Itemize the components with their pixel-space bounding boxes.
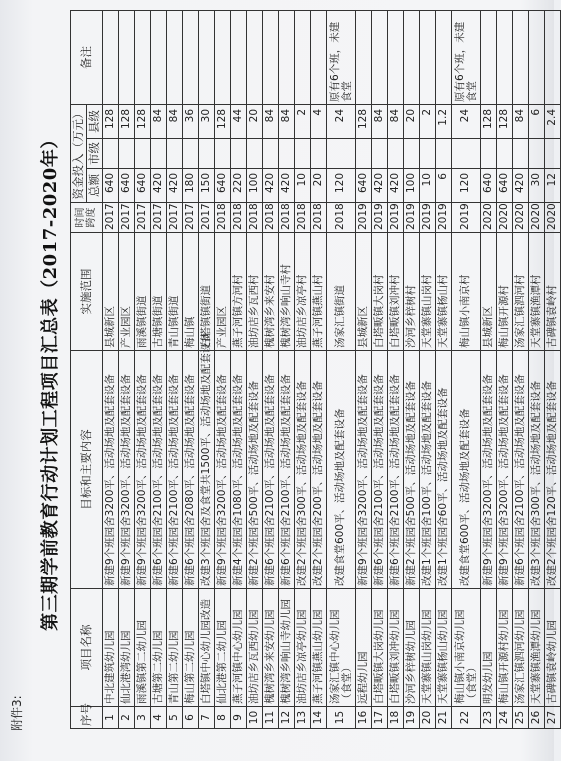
cell-name: 白塔畈镇大岗幼儿园 [372, 589, 388, 707]
table-row [529, 10, 545, 728]
cell-city [199, 139, 215, 169]
cell-content: 改建1个班园舍60平、活动场地及配套设备 [436, 351, 452, 589]
table-row [481, 10, 497, 728]
cell-year: 2017 [119, 203, 135, 233]
cell-year: 2018 [215, 203, 231, 233]
cell-content: 新建9个班园舍3200平、活动场地及配套设备 [215, 351, 231, 589]
cell-city [295, 139, 311, 169]
cell-scope: 梅山镇开源村 [497, 233, 513, 351]
cell-scope: 沙河乡梓树村 [404, 233, 420, 351]
table-row [388, 10, 404, 728]
cell-content: 新建4个班园舍1080平、活动场地及配套设备 [231, 351, 247, 589]
header-seq: 序号 [71, 707, 103, 729]
cell-year: 2018 [279, 203, 295, 233]
cell-seq: 15 [327, 707, 356, 729]
cell-note: 原有6个班，未建食堂 [327, 10, 356, 104]
cell-note [388, 10, 404, 104]
cell-total: 640 [135, 169, 151, 203]
cell-city [231, 139, 247, 169]
cell-content: 改建食堂600平、活动场地及配套设备 [327, 351, 356, 589]
cell-year: 2018 [231, 203, 247, 233]
cell-scope: 古碑镇袁岭村 [545, 233, 561, 351]
cell-scope: 白塔畈镇刘冲村 [388, 233, 404, 351]
cell-total: 100 [247, 169, 263, 203]
cell-scope: 梅山镇小南京村 [452, 233, 481, 351]
cell-name: 沙河乡梓树幼儿园 [404, 589, 420, 707]
cell-year: 2020 [497, 203, 513, 233]
cell-year: 2019 [372, 203, 388, 233]
cell-year: 2017 [135, 203, 151, 233]
cell-county: 2 [295, 104, 311, 138]
cell-name: 天堂寨镇杨山幼儿园 [436, 589, 452, 707]
cell-name: 仙北港湾幼儿园 [119, 589, 135, 707]
cell-year: 2019 [404, 203, 420, 233]
cell-note [481, 10, 497, 104]
cell-scope: 槐树湾乡响山寺村 [279, 233, 295, 351]
cell-year: 2018 [295, 203, 311, 233]
cell-seq: 22 [452, 707, 481, 729]
cell-scope: 青山镇街道 [167, 233, 183, 351]
cell-total: 220 [231, 169, 247, 203]
cell-name: 槐树湾乡响山寺幼儿园 [279, 589, 295, 707]
table-row [135, 10, 151, 728]
cell-city [247, 139, 263, 169]
cell-year: 2019 [436, 203, 452, 233]
cell-county: 128 [215, 104, 231, 138]
header-scope: 实施范围 [71, 233, 103, 351]
cell-county: 84 [513, 104, 529, 138]
cell-name: 仙北港第二幼儿园 [215, 589, 231, 707]
cell-seq: 2 [119, 707, 135, 729]
cell-scope: 天堂寨镇山岗村 [420, 233, 436, 351]
cell-city [529, 139, 545, 169]
cell-note [295, 10, 311, 104]
table-row [372, 10, 388, 728]
cell-city [135, 139, 151, 169]
cell-county: 20 [247, 104, 263, 138]
cell-seq: 26 [529, 707, 545, 729]
cell-county: 24 [327, 104, 356, 138]
cell-year: 2019 [452, 203, 481, 233]
cell-total: 420 [263, 169, 279, 203]
cell-county: 128 [119, 104, 135, 138]
table-row [327, 10, 356, 728]
cell-seq: 7 [199, 707, 215, 729]
attachment-label: 附件3: [10, 695, 24, 731]
cell-county: 84 [151, 104, 167, 138]
cell-content: 新建2个班园舍500平、活动场地及配套设备 [404, 351, 420, 589]
cell-county: 84 [263, 104, 279, 138]
cell-total: 420 [513, 169, 529, 203]
cell-seq: 17 [372, 707, 388, 729]
cell-seq: 8 [215, 707, 231, 729]
cell-county: 128 [103, 104, 119, 138]
header-year: 时间跨度 [71, 203, 103, 233]
header-city: 市级 [87, 139, 103, 169]
cell-note [199, 10, 215, 104]
cell-name: 雨溪镇第二幼儿园 [135, 589, 151, 707]
cell-scope: 燕子河镇方河村 [231, 233, 247, 351]
table-row [119, 10, 135, 728]
cell-total: 420 [151, 169, 167, 203]
cell-city [356, 139, 372, 169]
cell-content: 新建9个班园舍3200平、活动场地及配套设备 [481, 351, 497, 589]
cell-county: 24 [452, 104, 481, 138]
cell-city [311, 139, 327, 169]
cell-scope: 县城新区 [103, 233, 119, 351]
cell-city [167, 139, 183, 169]
table-row [311, 10, 327, 728]
cell-county: 6 [529, 104, 545, 138]
cell-county: 2.4 [545, 104, 561, 138]
table-row [103, 10, 119, 728]
cell-content: 新建9个班园舍3200平、活动场地及配套设备 [497, 351, 513, 589]
table-row [183, 10, 199, 728]
cell-note [151, 10, 167, 104]
cell-note [183, 10, 199, 104]
table-row [279, 10, 295, 728]
cell-county: 30 [199, 104, 215, 138]
cell-name: 汤家汇镇泗河幼儿园 [513, 589, 529, 707]
header-content: 目标和主要内容 [71, 351, 103, 589]
cell-content: 新建6个班园舍2100平、活动场地及配套设备 [263, 351, 279, 589]
cell-total: 20 [311, 169, 327, 203]
cell-content: 新建6个班园舍2100平、活动场地及配套设备 [167, 351, 183, 589]
cell-scope: 燕子河镇燕山村 [311, 233, 327, 351]
cell-year: 2018 [247, 203, 263, 233]
cell-content: 新建6个班园舍2100平、活动场地及配套设备 [279, 351, 295, 589]
cell-city [183, 139, 199, 169]
cell-total: 640 [481, 169, 497, 203]
cell-note [135, 10, 151, 104]
cell-seq: 13 [295, 707, 311, 729]
table-row [167, 10, 183, 728]
cell-content: 改建3个班园舍及食堂共1500平、活动场地及配套设备 [199, 351, 215, 589]
cell-seq: 6 [183, 707, 199, 729]
cell-name: 远程幼儿园 [356, 589, 372, 707]
cell-content: 改建1个班园舍100平、活动场地及配套设备 [420, 351, 436, 589]
cell-seq: 4 [151, 707, 167, 729]
header-total: 总额 [87, 169, 103, 203]
cell-total: 120 [327, 169, 356, 203]
cell-scope: 汤家汇镇街道 [327, 233, 356, 351]
cell-content: 新建6个班园舍2100平、活动场地及配套设备 [372, 351, 388, 589]
cell-note [103, 10, 119, 104]
cell-note [436, 10, 452, 104]
table-row [545, 10, 561, 728]
header-name: 项目名称 [71, 589, 103, 707]
cell-name: 白塔畈镇刘冲幼儿园 [388, 589, 404, 707]
table-row [497, 10, 513, 728]
cell-total: 640 [119, 169, 135, 203]
cell-name: 古塘第二幼儿园 [151, 589, 167, 707]
cell-scope: 白塔畈镇大岗村 [372, 233, 388, 351]
cell-city [481, 139, 497, 169]
cell-seq: 20 [420, 707, 436, 729]
cell-note [119, 10, 135, 104]
cell-note [247, 10, 263, 104]
cell-scope: 天堂寨镇渔潭村 [529, 233, 545, 351]
cell-seq: 10 [247, 707, 263, 729]
cell-city [545, 139, 561, 169]
cell-scope: 县城新区 [356, 233, 372, 351]
cell-content: 新建9个班园舍3200平、活动场地及配套设备 [119, 351, 135, 589]
cell-city [215, 139, 231, 169]
table-row [513, 10, 529, 728]
cell-year: 2019 [420, 203, 436, 233]
cell-city [263, 139, 279, 169]
cell-scope: 槐树湾乡来安村 [263, 233, 279, 351]
table-row [295, 10, 311, 728]
cell-city [452, 139, 481, 169]
cell-note: 原有6个班，未建食堂 [452, 10, 481, 104]
cell-city [436, 139, 452, 169]
cell-city [279, 139, 295, 169]
cell-name: 燕子河镇燕山幼儿园 [311, 589, 327, 707]
document-title: 第三期学前教育行动计划工程项目汇总表（2017-2020年） [40, 130, 61, 631]
cell-content: 改建3个班园舍300平、活动场地及配套设备 [529, 351, 545, 589]
cell-name: 槐树湾乡来安幼儿园 [263, 589, 279, 707]
cell-total: 100 [404, 169, 420, 203]
cell-content: 新建6个班园舍2100平、活动场地及配套设备 [513, 351, 529, 589]
table-row [404, 10, 420, 728]
cell-name: 古碑镇袁岭幼儿园 [545, 589, 561, 707]
cell-year: 2017 [103, 203, 119, 233]
cell-scope: 油坊店乡瓦西村 [247, 233, 263, 351]
cell-content: 新建6个班园舍2080平、活动场地及配套设备 [183, 351, 199, 589]
cell-total: 640 [356, 169, 372, 203]
cell-year: 2020 [513, 203, 529, 233]
cell-total: 12 [545, 169, 561, 203]
cell-name: 天堂寨镇山岗幼儿园 [420, 589, 436, 707]
table-row [151, 10, 167, 728]
cell-city [420, 139, 436, 169]
cell-name: 明发幼儿园 [481, 589, 497, 707]
cell-seq: 11 [263, 707, 279, 729]
cell-year: 2019 [388, 203, 404, 233]
cell-content: 新建9个班园舍3200平、活动场地及配套设备 [356, 351, 372, 589]
header-note: 备注 [71, 10, 103, 104]
cell-scope: 古塘镇街道 [151, 233, 167, 351]
cell-name: 青山第二幼儿园 [167, 589, 183, 707]
cell-year: 2019 [356, 203, 372, 233]
cell-total: 420 [167, 169, 183, 203]
cell-seq: 21 [436, 707, 452, 729]
cell-seq: 24 [497, 707, 513, 729]
cell-scope: 产业园区 [215, 233, 231, 351]
cell-county: 128 [481, 104, 497, 138]
cell-county: 84 [372, 104, 388, 138]
cell-county: 36 [183, 104, 199, 138]
cell-note [529, 10, 545, 104]
cell-scope: 汤家汇镇泗河村 [513, 233, 529, 351]
cell-name: 燕子河镇中心幼儿园 [231, 589, 247, 707]
table-row [215, 10, 231, 728]
table-row [452, 10, 481, 728]
cell-year: 2017 [183, 203, 199, 233]
cell-total: 6 [436, 169, 452, 203]
cell-note [279, 10, 295, 104]
cell-seq: 18 [388, 707, 404, 729]
cell-year: 2017 [151, 203, 167, 233]
cell-note [372, 10, 388, 104]
cell-year: 2020 [529, 203, 545, 233]
cell-scope: 产业园区 [119, 233, 135, 351]
cell-county: 84 [167, 104, 183, 138]
table-row [436, 10, 452, 728]
cell-seq: 16 [356, 707, 372, 729]
cell-note [311, 10, 327, 104]
cell-note [545, 10, 561, 104]
cell-content: 新建6个班园舍2100平、活动场地及配套设备 [151, 351, 167, 589]
cell-seq: 5 [167, 707, 183, 729]
cell-content: 改建食堂600平、活动场地及配套设备 [452, 351, 481, 589]
cell-city [151, 139, 167, 169]
cell-county: 1.2 [436, 104, 452, 138]
cell-scope: 雨溪镇街道 [135, 233, 151, 351]
cell-seq: 27 [545, 707, 561, 729]
cell-total: 420 [388, 169, 404, 203]
cell-total: 180 [183, 169, 199, 203]
cell-name: 天堂寨镇渔潭幼儿园 [529, 589, 545, 707]
project-summary-table [70, 10, 561, 729]
cell-name: 白塔镇中心幼儿园改造 [199, 589, 215, 707]
cell-content: 新建9个班园舍3200平、活动场地及配套设备 [135, 351, 151, 589]
cell-note [356, 10, 372, 104]
cell-county: 84 [279, 104, 295, 138]
table-row [356, 10, 372, 728]
cell-scope: 白塔镇镇街道 [199, 233, 215, 351]
cell-seq: 1 [103, 707, 119, 729]
cell-name: 梅山镇开源村幼儿园 [497, 589, 513, 707]
cell-total: 420 [279, 169, 295, 203]
cell-name: 油坊店乡瓦西幼儿园 [247, 589, 263, 707]
cell-note [420, 10, 436, 104]
cell-total: 30 [529, 169, 545, 203]
cell-total: 120 [452, 169, 481, 203]
cell-county: 4 [311, 104, 327, 138]
table-row [231, 10, 247, 728]
cell-county: 2 [420, 104, 436, 138]
table-row [247, 10, 263, 728]
cell-city [327, 139, 356, 169]
cell-seq: 12 [279, 707, 295, 729]
cell-year: 2020 [481, 203, 497, 233]
cell-county: 128 [497, 104, 513, 138]
header-invest: 资金投入（万元） [71, 104, 87, 202]
cell-content: 新建9个班园舍3200平、活动场地及配套设备 [103, 351, 119, 589]
cell-total: 640 [215, 169, 231, 203]
cell-scope: 油坊店乡凉亭村 [295, 233, 311, 351]
cell-note [497, 10, 513, 104]
cell-note [167, 10, 183, 104]
cell-county: 44 [231, 104, 247, 138]
cell-total: 640 [497, 169, 513, 203]
cell-city [388, 139, 404, 169]
cell-content: 改建2个班园舍300平、活动场地及配套设备 [295, 351, 311, 589]
cell-note [513, 10, 529, 104]
table-row [420, 10, 436, 728]
cell-note [231, 10, 247, 104]
cell-city [119, 139, 135, 169]
cell-county: 128 [356, 104, 372, 138]
cell-seq: 14 [311, 707, 327, 729]
cell-city [513, 139, 529, 169]
cell-total: 10 [295, 169, 311, 203]
cell-note [404, 10, 420, 104]
cell-city [372, 139, 388, 169]
table-row [263, 10, 279, 728]
cell-city [497, 139, 513, 169]
cell-scope: 县城新区 [481, 233, 497, 351]
cell-content: 改建2个班园舍200平、活动场地及配套设备 [311, 351, 327, 589]
cell-name: 梅山第二幼儿园 [183, 589, 199, 707]
cell-scope: 天堂寨镇杨山村 [436, 233, 452, 351]
cell-total: 640 [103, 169, 119, 203]
cell-year: 2017 [199, 203, 215, 233]
cell-year: 2017 [167, 203, 183, 233]
cell-content: 改建2个班园舍120平、活动场地及配套设备 [545, 351, 561, 589]
cell-seq: 19 [404, 707, 420, 729]
cell-name: 油坊店乡凉亭幼儿园 [295, 589, 311, 707]
cell-total: 150 [199, 169, 215, 203]
table-row [199, 10, 215, 728]
cell-city [103, 139, 119, 169]
cell-city [404, 139, 420, 169]
cell-name: 汤家汇镇中心幼儿园（食堂） [327, 589, 356, 707]
cell-county: 128 [135, 104, 151, 138]
header-county: 县级 [87, 104, 103, 138]
cell-content: 新建6个班园舍2100平、活动场地及配套设备 [388, 351, 404, 589]
cell-year: 2018 [311, 203, 327, 233]
cell-content: 新建2个班园舍500平、活动场地及配套设备 [247, 351, 263, 589]
cell-name: 梅山镇小南京幼儿园（食堂） [452, 589, 481, 707]
cell-year: 2018 [327, 203, 356, 233]
cell-total: 10 [420, 169, 436, 203]
cell-total: 420 [372, 169, 388, 203]
cell-scope: 梅山镇 [183, 233, 199, 351]
cell-county: 84 [388, 104, 404, 138]
cell-year: 2020 [545, 203, 561, 233]
cell-name: 中北建筑幼儿园 [103, 589, 119, 707]
cell-note [215, 10, 231, 104]
cell-seq: 9 [231, 707, 247, 729]
cell-year: 2018 [263, 203, 279, 233]
cell-county: 20 [404, 104, 420, 138]
cell-seq: 25 [513, 707, 529, 729]
cell-seq: 3 [135, 707, 151, 729]
cell-seq: 23 [481, 707, 497, 729]
cell-note [263, 10, 279, 104]
